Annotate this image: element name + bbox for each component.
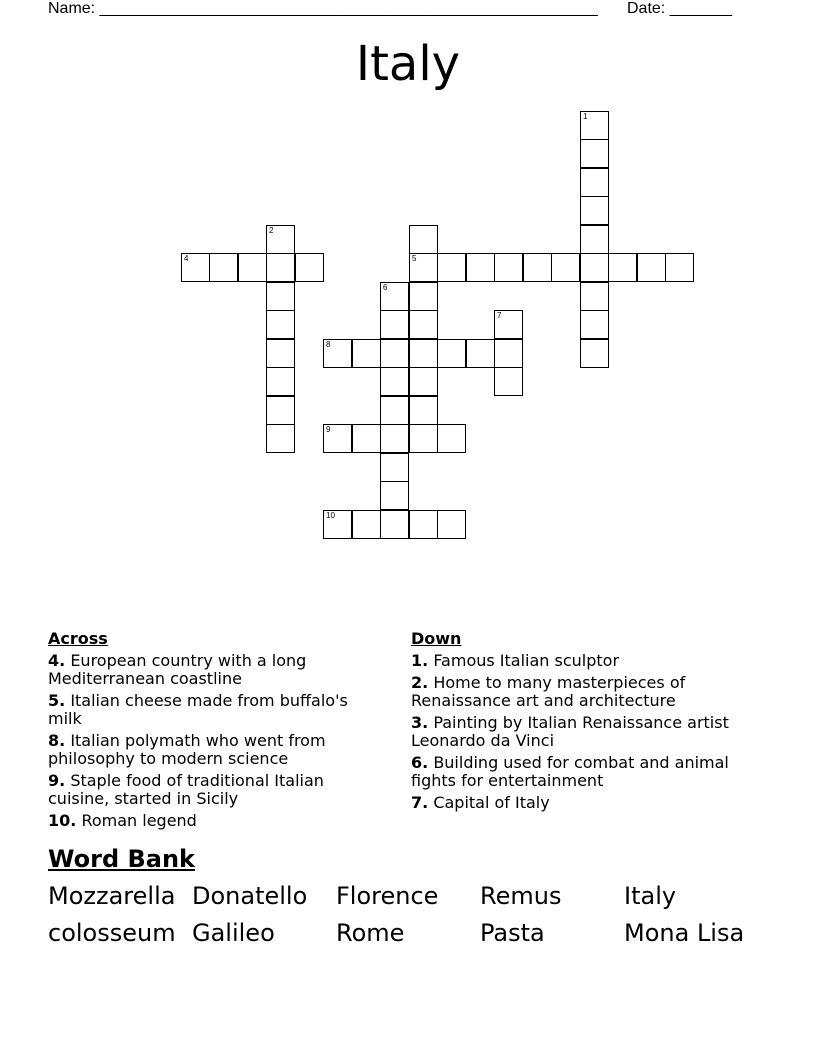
grid-cell[interactable] <box>266 367 295 396</box>
grid-cell[interactable] <box>380 367 409 396</box>
clue-item <box>411 674 756 710</box>
grid-cell[interactable] <box>665 253 694 282</box>
cell-number: 2 <box>269 226 274 235</box>
clue-text: European country with a long Mediterranean coastline <box>48 651 307 688</box>
grid-cell[interactable] <box>409 253 438 282</box>
grid-cell[interactable] <box>266 253 295 282</box>
grid-cell[interactable] <box>380 453 409 482</box>
clue-number: 4. <box>48 651 66 670</box>
grid-cell[interactable] <box>266 339 295 368</box>
clue-item <box>48 772 378 808</box>
cell-number: 8 <box>326 340 331 349</box>
grid-cell[interactable] <box>266 310 295 339</box>
grid-cell[interactable] <box>466 339 495 368</box>
grid-cell[interactable] <box>266 225 295 254</box>
clue-text: Staple food of traditional Italian cuisine, started in Sicily <box>48 771 324 808</box>
clue-text: Roman legend <box>81 811 197 830</box>
grid-cell[interactable] <box>266 424 295 453</box>
grid-cell[interactable] <box>608 253 637 282</box>
date-field-label: Date: _______ <box>627 0 732 17</box>
grid-cell[interactable] <box>580 253 609 282</box>
grid-cell[interactable] <box>323 510 352 539</box>
grid-cell[interactable] <box>409 367 438 396</box>
grid-cell[interactable] <box>295 253 324 282</box>
word-bank-item: Mozzarella <box>48 882 176 910</box>
grid-cell[interactable] <box>466 253 495 282</box>
grid-cell[interactable] <box>409 396 438 425</box>
clue-text: Painting by Italian Renaissance artist Leonardo da Vinci <box>411 713 729 750</box>
grid-cell[interactable] <box>238 253 267 282</box>
clue-item <box>48 812 378 830</box>
clue-number: 7. <box>411 793 429 812</box>
grid-cell[interactable] <box>437 424 466 453</box>
grid-cell[interactable] <box>380 510 409 539</box>
cell-number: 6 <box>383 283 388 292</box>
cell-number: 1 <box>583 112 588 121</box>
clue-item <box>48 732 378 768</box>
grid-cell[interactable] <box>209 253 238 282</box>
word-bank-item: Pasta <box>480 919 545 947</box>
cell-number: 4 <box>184 254 189 263</box>
clue-number: 1. <box>411 651 429 670</box>
grid-cell[interactable] <box>409 424 438 453</box>
grid-cell[interactable] <box>409 282 438 311</box>
grid-cell[interactable] <box>380 481 409 510</box>
clue-number: 8. <box>48 731 66 750</box>
grid-cell[interactable] <box>409 510 438 539</box>
word-bank-title: Word Bank <box>48 845 196 873</box>
grid-cell[interactable] <box>580 310 609 339</box>
grid-cell[interactable] <box>437 253 466 282</box>
grid-cell[interactable] <box>437 510 466 539</box>
grid-cell[interactable] <box>380 310 409 339</box>
clue-item <box>411 714 756 750</box>
cell-number: 5 <box>412 254 417 263</box>
clue-number: 10. <box>48 811 77 830</box>
grid-cell[interactable] <box>637 253 666 282</box>
grid-cell[interactable] <box>494 339 523 368</box>
cell-number: 10 <box>326 511 335 520</box>
cell-number: 7 <box>497 311 502 320</box>
puzzle-title: Italy <box>355 36 461 92</box>
grid-cell[interactable] <box>580 196 609 225</box>
name-field-label: Name: ________________________________________________________ <box>48 0 598 17</box>
clue-item <box>48 692 378 728</box>
word-bank-item: Remus <box>480 882 562 910</box>
cell-number: 9 <box>326 425 331 434</box>
word-bank-item: Galileo <box>192 919 275 947</box>
grid-cell[interactable] <box>437 339 466 368</box>
grid-cell[interactable] <box>409 225 438 254</box>
word-bank-item: Rome <box>336 919 405 947</box>
clue-number: 3. <box>411 713 429 732</box>
grid-cell[interactable] <box>494 367 523 396</box>
word-bank-item: Italy <box>624 882 677 910</box>
down-clues <box>411 630 756 816</box>
grid-cell[interactable] <box>380 424 409 453</box>
across-heading: Across <box>48 629 108 648</box>
clue-text: Building used for combat and animal fights for entertainment <box>411 753 729 790</box>
word-bank-item: Mona Lisa <box>624 919 745 947</box>
clue-text: Italian cheese made from buffalo's milk <box>48 691 348 728</box>
grid-cell[interactable] <box>523 253 552 282</box>
grid-cell[interactable] <box>380 396 409 425</box>
clue-item <box>411 754 756 790</box>
grid-cell[interactable] <box>580 139 609 168</box>
clue-text: Italian polymath who went from philosophy to modern science <box>48 731 326 768</box>
clue-number: 9. <box>48 771 66 790</box>
clue-item <box>411 652 756 670</box>
down-heading: Down <box>411 629 462 648</box>
word-bank-item: Florence <box>336 882 439 910</box>
grid-cell[interactable] <box>266 282 295 311</box>
grid-cell[interactable] <box>380 339 409 368</box>
grid-cell[interactable] <box>266 396 295 425</box>
grid-cell[interactable] <box>380 282 409 311</box>
clue-number: 5. <box>48 691 66 710</box>
grid-cell[interactable] <box>580 339 609 368</box>
grid-cell[interactable] <box>551 253 580 282</box>
clue-text: Capital of Italy <box>433 793 550 812</box>
grid-cell[interactable] <box>409 339 438 368</box>
grid-cell[interactable] <box>352 510 381 539</box>
grid-cell[interactable] <box>352 339 381 368</box>
across-clues <box>48 630 378 834</box>
grid-cell[interactable] <box>181 253 210 282</box>
grid-cell[interactable] <box>323 424 352 453</box>
grid-cell[interactable] <box>323 339 352 368</box>
grid-cell[interactable] <box>494 310 523 339</box>
clue-text: Famous Italian sculptor <box>433 651 620 670</box>
word-bank <box>48 881 768 949</box>
word-bank-item: colosseum <box>48 919 176 947</box>
grid-cell[interactable] <box>580 282 609 311</box>
clue-number: 2. <box>411 673 429 692</box>
word-bank-item: Donatello <box>192 882 308 910</box>
clue-item <box>411 794 756 812</box>
grid-cell[interactable] <box>580 111 609 140</box>
grid-cell[interactable] <box>494 253 523 282</box>
clue-number: 6. <box>411 753 429 772</box>
grid-cell[interactable] <box>409 310 438 339</box>
grid-cell[interactable] <box>580 225 609 254</box>
clue-item <box>48 652 378 688</box>
grid-cell[interactable] <box>352 424 381 453</box>
clue-text: Home to many masterpieces of Renaissance art and architecture <box>411 673 686 710</box>
grid-cell[interactable] <box>580 168 609 197</box>
